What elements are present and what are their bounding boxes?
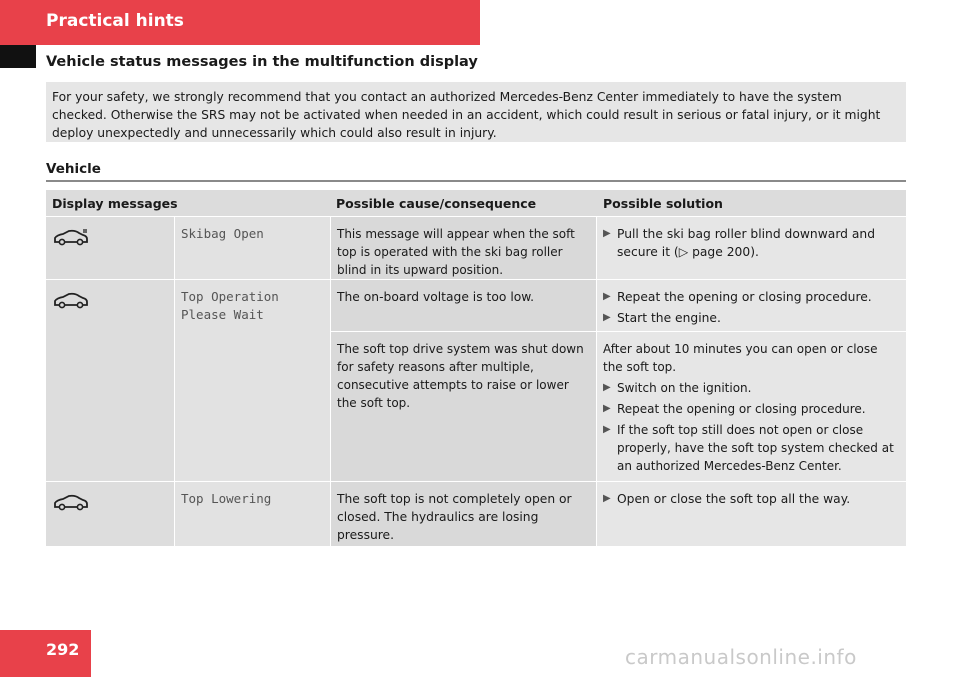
table-header — [46, 190, 906, 216]
page-title: Vehicle status messages in the multifunction display — [46, 54, 478, 70]
subheading-rule — [46, 180, 906, 182]
solution-step: ▶ Open or close the soft top all the way. — [603, 492, 851, 506]
solution-step: ▶ Repeat the opening or closing procedure. — [603, 402, 866, 416]
cause-text: The on-board voltage is too low. — [337, 290, 535, 304]
solution-cell — [597, 217, 906, 279]
convertible-skibag-icon — [53, 227, 89, 247]
arrow-icon: ▶ — [603, 312, 611, 323]
cause-cell — [331, 280, 596, 331]
page-number: 292 — [46, 640, 80, 659]
header-display-messages: Display messages — [52, 196, 178, 211]
table-row — [46, 280, 174, 481]
watermark: carmanualsonline.info — [625, 645, 857, 669]
solution-cell — [597, 482, 906, 546]
solution-step: ▶ Start the engine. — [603, 311, 721, 325]
table-row — [46, 482, 174, 546]
display-message: Skibag Open — [181, 226, 264, 241]
solution-step: ▶ Pull the ski bag roller blind downward and secure it (▷ page 200). — [603, 227, 876, 259]
solution-cell — [597, 280, 906, 331]
cause-cell — [331, 332, 596, 481]
message-cell — [175, 280, 330, 481]
cause-cell — [331, 217, 596, 279]
solution-step: ▶ Repeat the opening or closing procedure. — [603, 290, 872, 304]
cause-text: This message will appear when the soft top is operated with the ski bag roller blind in its upward position. — [337, 227, 575, 277]
convertible-top-icon — [53, 492, 89, 512]
chapter-title: Practical hints — [46, 11, 184, 31]
message-cell — [175, 482, 330, 546]
arrow-icon: ▶ — [603, 382, 611, 393]
message-cell — [175, 217, 330, 279]
warning-box — [46, 82, 906, 142]
subheading: Vehicle — [46, 161, 101, 177]
arrow-icon: ▶ — [603, 424, 611, 435]
cause-cell — [331, 482, 596, 546]
display-message: Top Operation Please Wait — [181, 289, 279, 322]
solution-cell — [597, 332, 906, 481]
table-row — [46, 217, 174, 279]
display-message: Top Lowering — [181, 491, 272, 506]
header-possible-solution: Possible solution — [603, 196, 723, 211]
arrow-icon: ▶ — [603, 291, 611, 302]
cause-text: The soft top is not completely open or closed. The hydraulics are losing pressure. — [337, 492, 572, 542]
cause-text: The soft top drive system was shut down for safety reasons after multiple, consecutive attempts to raise or lower the soft top. — [337, 342, 584, 410]
arrow-icon: ▶ — [603, 493, 611, 504]
convertible-top-icon — [53, 290, 89, 310]
warning-text: For your safety, we strongly recommend that you contact an authorized Mercedes-Benz Center immediately to have the system checked. Otherwise the SRS may not be activated when needed in an accident, which could result in serious or fatal injury, or it might deploy unexpectedly and unnecessarily which could also result in injury. — [52, 90, 881, 140]
header-possible-cause: Possible cause/consequence — [336, 196, 537, 211]
arrow-icon: ▶ — [603, 228, 611, 239]
solution-intro: After about 10 minutes you can open or close the soft top. — [603, 342, 878, 374]
section-marker — [0, 45, 36, 68]
solution-step: ▶ If the soft top still does not open or close properly, have the soft top system checked at an authorized Mercedes-Benz Center. — [603, 423, 894, 473]
arrow-icon: ▶ — [603, 403, 611, 414]
solution-step: ▶ Switch on the ignition. — [603, 381, 752, 395]
